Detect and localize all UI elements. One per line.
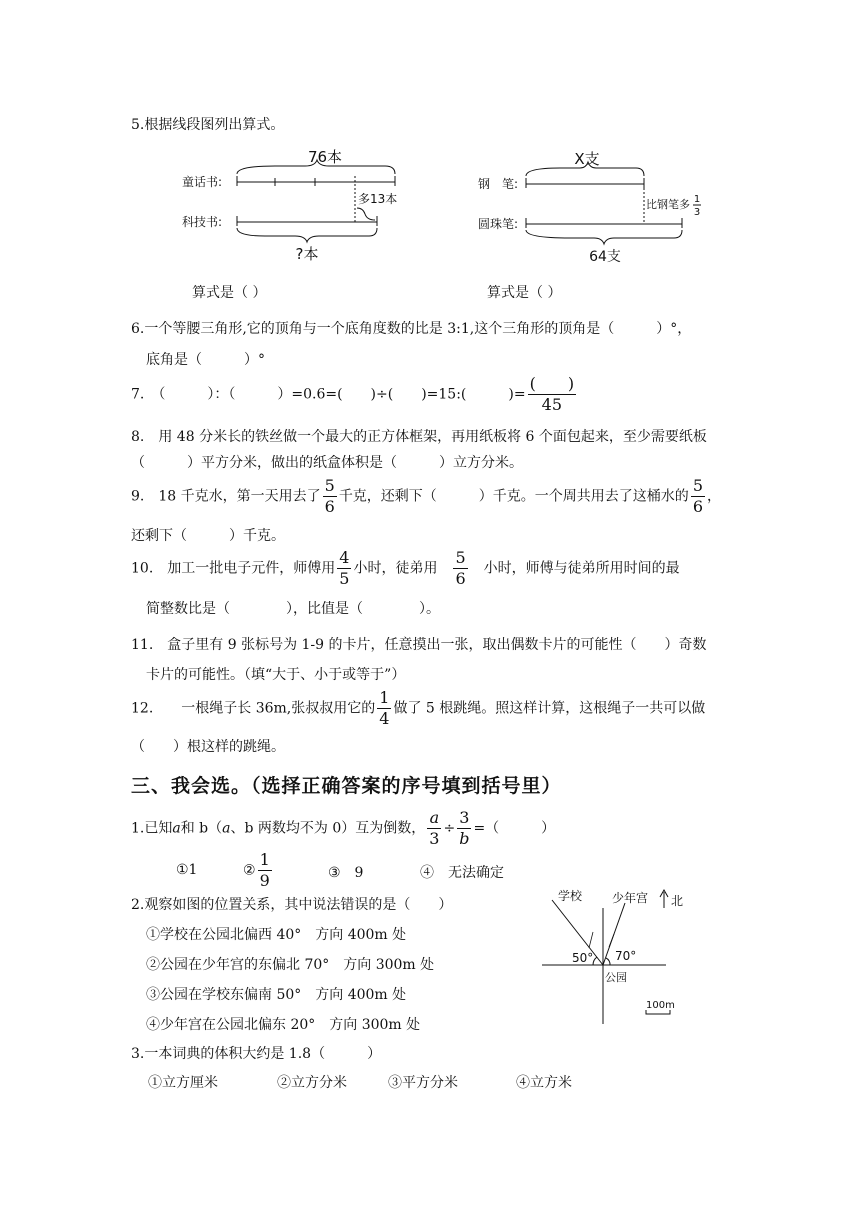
part2: 和 b（ <box>180 820 223 837</box>
q10-part3: 小时，师傅与徒弟所用时间的最 <box>483 560 680 577</box>
frac-num: ( ) <box>529 374 575 393</box>
row1-label: 童话书: <box>182 175 223 189</box>
q9-frac2 <box>691 478 705 515</box>
q10-line2: 简整数比是（ ），比值是（ ）。 <box>146 601 440 617</box>
q12-line1 <box>131 690 705 727</box>
formula-left: 算式是（ ） <box>192 285 267 301</box>
top-total-label: X支 <box>574 150 600 168</box>
s3q3-opt1: ①立方厘米 <box>148 1075 218 1091</box>
frac-den: 45 <box>541 395 562 414</box>
school-label: 学校 <box>558 889 583 903</box>
angle-50-label: 50° <box>572 951 594 965</box>
q8-line2: （ ）平方分米，做出的纸盒体积是（ ）立方分米。 <box>131 455 523 471</box>
q9-part3: ， <box>707 488 721 505</box>
s3q3-opt2: ②立方分米 <box>277 1075 347 1091</box>
line-segment-diagram-books <box>175 140 420 265</box>
s3q1-opt4: ④ 无法确定 <box>420 865 504 881</box>
palace-label: 少年宫 <box>612 891 649 905</box>
q7 <box>131 376 578 413</box>
q9-part2: 千克，还剩下（ ）千克。一个周共用去了这桶水的 <box>338 488 689 505</box>
frac-den: 9 <box>259 871 270 890</box>
frac-1-over-9 <box>258 852 272 889</box>
frac-den: 6 <box>692 497 703 516</box>
north-label: 北 <box>671 894 684 908</box>
q11-line2: 卡片的可能性。（填“大于、小于或等于”） <box>146 667 406 683</box>
frac-den: 6 <box>324 497 335 516</box>
s3q2-opt2: ②公园在少年宫的东偏北 70° 方向 300m 处 <box>146 957 435 973</box>
q10-line1 <box>131 550 680 587</box>
scale-label: 100m <box>646 1000 675 1011</box>
park-label: 公园 <box>605 971 627 984</box>
q10-part2: 小时，徒弟用 <box>353 560 438 577</box>
q12-frac <box>377 690 391 727</box>
q7-text: 7. （ ）：（ ）=0.6=( )÷( )=15:( )= <box>131 386 526 403</box>
s3q1-opt3: ③ 9 <box>328 865 364 881</box>
q12-part2: 做了 5 根跳绳。照这样计算，这根绳子一共可以做 <box>393 700 706 717</box>
s3q1-opt2 <box>243 852 274 889</box>
frac-num: 1 <box>259 850 270 869</box>
s3q2-opt3: ③公园在学校东偏南 50° 方向 400m 处 <box>146 987 407 1003</box>
part4: =（ ） <box>473 820 556 837</box>
q8-line1: 8. 用 48 分米长的铁丝做一个最大的正方体框架，再用纸板将 6 个面包起来，至少需要纸板 <box>131 429 707 445</box>
q7-fraction <box>528 376 577 413</box>
q11-line1: 11. 盒子里有 9 张标号为 1-9 的卡片，任意摸出一张，取出偶数卡片的可能性（ ）奇数 <box>131 637 707 653</box>
s3q1-opt1: ①1 <box>176 862 198 878</box>
frac-num: 1 <box>379 688 390 707</box>
frac-den: 6 <box>455 569 466 588</box>
part1: 1.已知 <box>131 820 173 837</box>
q12-line2: （ ）根这样的跳绳。 <box>131 739 285 755</box>
row1-label: 钢 笔: <box>478 177 519 191</box>
frac-den: b <box>459 829 470 848</box>
q10-frac1 <box>337 550 351 587</box>
s3q1-stem <box>131 810 555 847</box>
diff-label: 多13本 <box>358 192 398 206</box>
var-a: a <box>172 820 181 837</box>
bottom-total-label: ?本 <box>295 245 319 263</box>
frac-den: 3 <box>429 829 440 848</box>
opt-prefix: ② <box>243 862 256 879</box>
frac-den: 5 <box>339 569 350 588</box>
s3q2-stem: 2.观察如图的位置关系，其中说法错误的是（ ） <box>131 897 453 913</box>
s3q3-stem: 3.一本词典的体积大约是 1.8（ ） <box>131 1046 382 1062</box>
q12-part1: 12. 一根绳子长 36m,张叔叔用它的 <box>131 700 376 717</box>
var-a: a <box>222 820 231 837</box>
top-total-label: 76本 <box>307 148 343 166</box>
q9-part1: 9. 18 千克水，第一天用去了 <box>131 488 321 505</box>
part3: 、b 两数均不为 0）互为倒数， <box>230 820 426 837</box>
q6-line1: 6.一个等腰三角形,它的顶角与一个底角度数的比是 3:1,这个三角形的顶角是（ ）°， <box>131 321 692 337</box>
frac-num: 5 <box>324 476 335 495</box>
frac-num: 3 <box>457 810 471 829</box>
angle-70-label: 70° <box>615 949 637 963</box>
divide-sign: ÷ <box>443 820 456 837</box>
q9-frac1 <box>323 478 337 515</box>
line-segment-diagram-pens <box>470 140 701 265</box>
frac-num: 4 <box>339 548 350 567</box>
row2-label: 圆珠笔: <box>478 217 519 231</box>
s3q3-opt4: ④立方米 <box>516 1075 572 1091</box>
q5-title: 5.根据线段图列出算式。 <box>131 117 285 133</box>
q9-line2: 还剩下（ ）千克。 <box>131 528 285 544</box>
row2-label: 科技书: <box>182 215 223 229</box>
diff-label: 比钢笔多 <box>646 198 690 211</box>
s3q2-opt1: ①学校在公园北偏西 40° 方向 400m 处 <box>146 927 407 943</box>
bottom-total-label: 64支 <box>589 249 621 265</box>
frac-num: 5 <box>692 476 703 495</box>
formula-right: 算式是（ ） <box>487 285 562 301</box>
q10-frac2 <box>453 550 467 587</box>
section3-heading: 三、我会选。（选择正确答案的序号填到括号里） <box>131 775 562 797</box>
q9-line1 <box>131 478 721 515</box>
diff-frac-den: 3 <box>693 207 701 218</box>
frac-num: 5 <box>455 548 466 567</box>
diff-frac-num: 1 <box>693 194 701 205</box>
frac-a-over-3 <box>427 810 441 847</box>
position-map <box>538 888 688 1028</box>
frac-den: 4 <box>379 709 390 728</box>
s3q2-opt4: ④少年宫在公园北偏东 20° 方向 300m 处 <box>146 1017 421 1033</box>
frac-3-over-b <box>457 810 471 847</box>
q6-line2: 底角是（ ）° <box>146 352 265 368</box>
frac-num: a <box>427 810 441 829</box>
s3q3-opt3: ③平方分米 <box>388 1075 458 1091</box>
q10-part1: 10. 加工一批电子元件，师傅用 <box>131 560 336 577</box>
